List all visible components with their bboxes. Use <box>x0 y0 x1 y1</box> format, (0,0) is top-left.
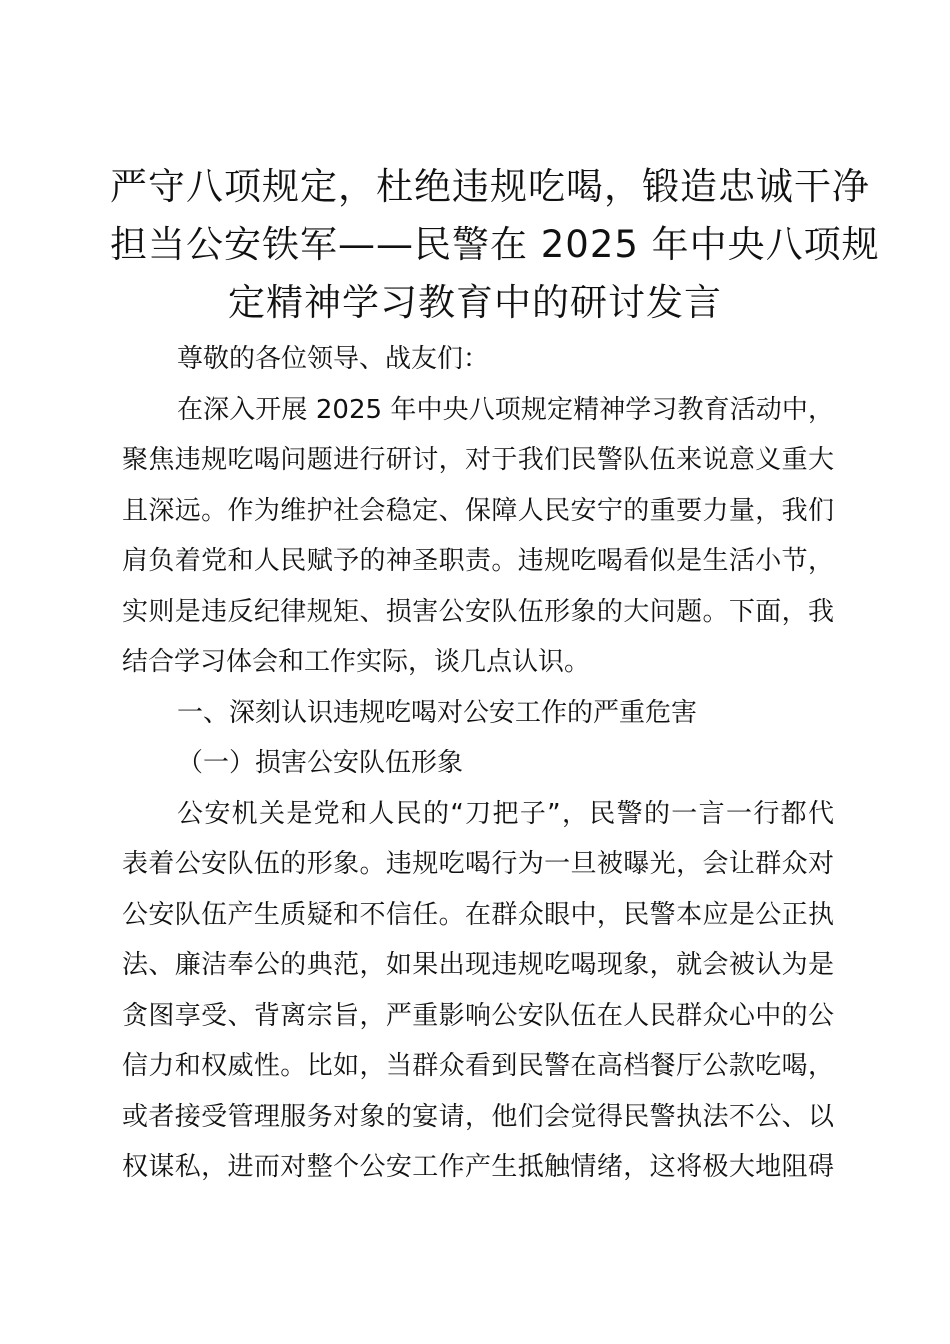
paragraph-line: 或者接受管理服务对象的宴请，他们会觉得民警执法不公、以 <box>122 1101 834 1132</box>
intro-paragraph <box>122 385 834 688</box>
paragraph-line: 肩负着党和人民赋予的神圣职责。违规吃喝看似是生活小节， <box>122 546 834 576</box>
section-heading-text: 一、深刻认识违规吃喝对公安工作的严重危害 <box>177 697 698 728</box>
title-line: 定精神学习教育中的研讨发言 <box>228 281 722 324</box>
salutation <box>122 334 834 385</box>
section-heading <box>122 688 834 739</box>
paragraph-line: 法、廉洁奉公的典范，如果出现违规吃喝现象，就会被认为是 <box>122 950 834 980</box>
document-body <box>122 334 834 1193</box>
salutation-text: 尊敬的各位领导、战友们： <box>177 344 490 374</box>
document-title <box>110 158 880 332</box>
paragraph-line: 公安机关是党和人民的“刀把子”，民警的一言一行都代 <box>177 798 834 829</box>
paragraph-line: 聚焦违规吃喝问题进行研讨，对于我们民警队伍来说意义重大 <box>122 445 834 475</box>
paragraph-line: 表着公安队伍的形象。违规吃喝行为一旦被曝光，会让群众对 <box>122 849 834 879</box>
title-line: 担当公安铁军——民警在 2025 年中央八项规 <box>110 223 880 266</box>
title-line: 严守八项规定，杜绝违规吃喝，锻造忠诚干净 <box>110 165 870 208</box>
body-paragraph <box>122 789 834 1193</box>
paragraph-line: 贪图享受、背离宗旨，严重影响公安队伍在人民群众心中的公 <box>122 1000 834 1031</box>
paragraph-line: 权谋私，进而对整个公安工作产生抵触情绪，这将极大地阻碍 <box>122 1152 834 1182</box>
paragraph-line: 结合学习体会和工作实际，谈几点认识。 <box>122 647 591 677</box>
paragraph-line: 公安队伍产生质疑和不信任。在群众眼中，民警本应是公正执 <box>122 899 834 930</box>
paragraph-line: 信力和权威性。比如，当群众看到民警在高档餐厅公款吃喝， <box>122 1051 834 1081</box>
paragraph-line: 在深入开展 2025 年中央八项规定精神学习教育活动中， <box>177 394 834 425</box>
subsection-heading <box>122 738 834 789</box>
paragraph-line: 且深远。作为维护社会稳定、保障人民安宁的重要力量，我们 <box>122 495 834 526</box>
paragraph-line: 实则是违反纪律规矩、损害公安队伍形象的大问题。下面，我 <box>122 596 834 627</box>
subsection-heading-text: （一）损害公安队伍形象 <box>177 748 464 778</box>
